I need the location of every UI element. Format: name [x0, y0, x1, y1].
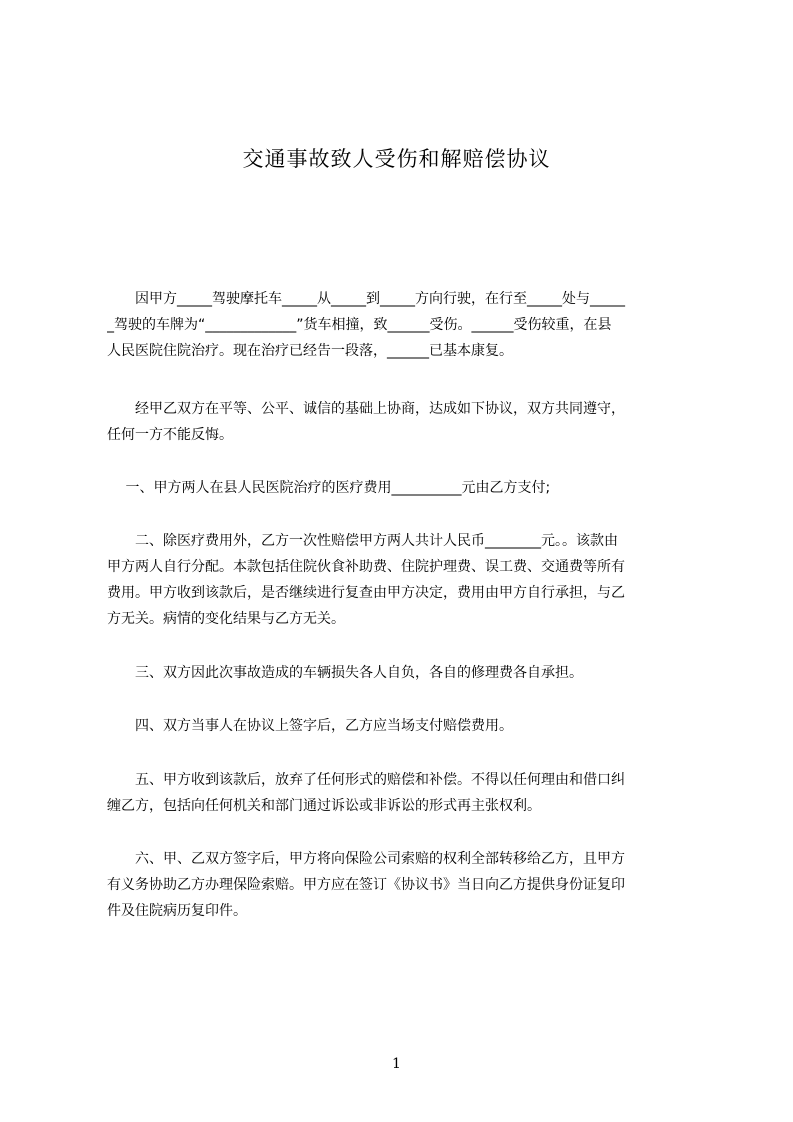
- text-line: 一、甲方两人在县人民医院治疗的医疗费用__________元由乙方支付;: [107, 480, 551, 496]
- clause-1: [107, 475, 703, 501]
- paragraph-agreement: [107, 396, 703, 448]
- text-line: 二、除医疗费用外，乙方一次性赔偿甲方两人共计人民币________元。。该款由: [107, 533, 618, 549]
- clause-6: [107, 846, 703, 924]
- clause-2: [107, 528, 703, 632]
- text-line: 件及住院病历复印件。: [107, 903, 247, 919]
- text-line: 方无关。病情的变化结果与乙方无关。: [107, 611, 345, 627]
- text-line: 甲方两人自行分配。本款包括住院伙食补助费、住院护理费、误工费、交通费等所有: [107, 559, 625, 575]
- text-line: 因甲方_____驾驶摩托车_____从_____到_____方向行驶，在行至_____处与_____: [107, 291, 625, 307]
- clause-4: [107, 713, 703, 739]
- text-line: 五、甲方收到该款后，放弃了任何形式的赔偿和补偿。不得以任何理由和借口纠: [107, 772, 625, 788]
- text-line: 费用。甲方收到该款后，是否继续进行复查由甲方决定，费用由甲方自行承担，与乙: [107, 585, 625, 601]
- text-line: 四、双方当事人在协议上签字后，乙方应当场支付赔偿费用。: [107, 718, 513, 734]
- paragraph-intro: [107, 286, 703, 364]
- document-title: 交通事故致人受伤和解赔偿协议: [242, 147, 551, 171]
- text-line: _驾驶的车牌为“_____________”货车相撞，致______受伤。______受伤较重，在县: [107, 317, 612, 333]
- text-line: 经甲乙双方在平等、公平、诚信的基础上协商，达成如下协议，双方共同遵守，: [107, 401, 625, 417]
- text-line: 有义务协助乙方办理保险索赔。甲方应在签订《协议书》当日向乙方提供身份证复印: [107, 877, 625, 893]
- text-line: 任何一方不能反悔。: [107, 427, 233, 443]
- page-number: 1: [392, 1056, 401, 1072]
- text-line: 三、双方因此次事故造成的车辆损失各人自负，各自的修理费各自承担。: [107, 665, 583, 681]
- clause-5: [107, 767, 703, 819]
- text-line: 缠乙方，包括向任何机关和部门通过诉讼或非诉讼的形式再主张权利。: [107, 798, 541, 814]
- text-line: 六、甲、乙双方签字后，甲方将向保险公司索赔的权利全部转移给乙方，且甲方: [107, 851, 625, 867]
- clause-3: [107, 660, 703, 686]
- text-line: 人民医院住院治疗。现在治疗已经告一段落，______已基本康复。: [107, 343, 513, 359]
